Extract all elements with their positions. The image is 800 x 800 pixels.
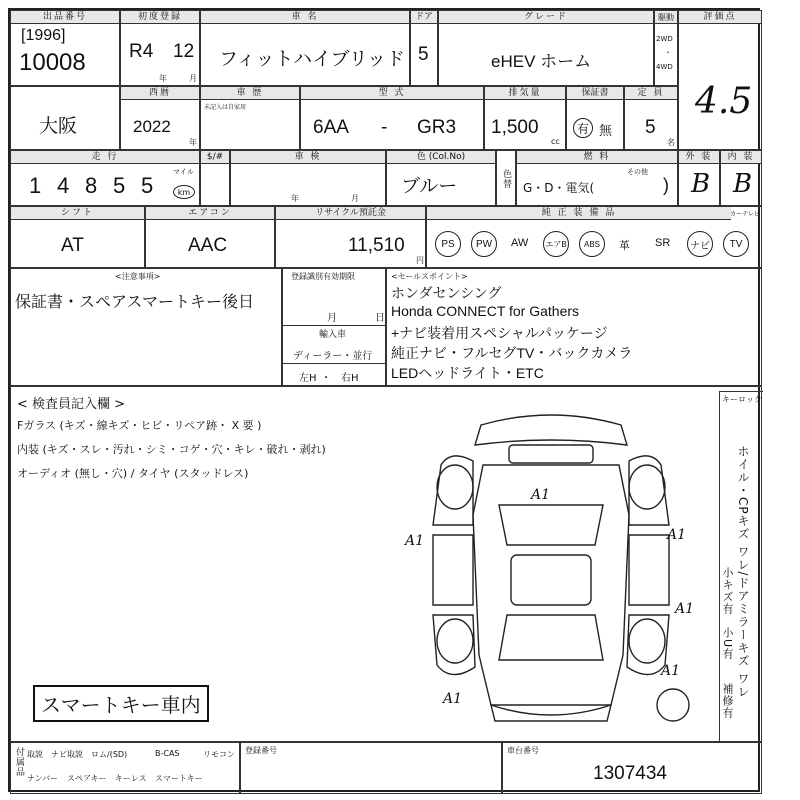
sales-point: Honda CONNECT for Gathers bbox=[391, 303, 580, 319]
equipment-item: PS bbox=[435, 231, 461, 257]
lot-number-cell bbox=[10, 10, 120, 86]
chassis-number: 1307434 bbox=[593, 763, 667, 784]
interior-label: 内 装 bbox=[721, 151, 761, 164]
warranty-cell bbox=[566, 86, 624, 150]
doors-label: ドア bbox=[411, 11, 437, 24]
equipment-item: AW bbox=[511, 237, 529, 249]
equipment-label: 純 正 装 備 品 bbox=[427, 207, 731, 220]
doors-cell bbox=[410, 10, 438, 86]
sales-point: 純正ナビ・フルセグTV・バックカメラ bbox=[391, 345, 633, 361]
grade-label: グレード bbox=[439, 11, 653, 24]
damage-mark: A1 bbox=[405, 533, 425, 549]
recycle-cell bbox=[275, 206, 426, 268]
car-name-label: 車 名 bbox=[201, 11, 409, 24]
ac-cell bbox=[145, 206, 275, 268]
accessory-item: スマートキー bbox=[155, 774, 203, 783]
lot-number: 10008 bbox=[19, 49, 86, 76]
person-unit: 名 bbox=[667, 138, 675, 147]
inspection-cell bbox=[10, 386, 762, 742]
accessories-cell bbox=[10, 742, 240, 794]
score-cell bbox=[678, 10, 762, 150]
inspection-title: < 検査員記入欄 > bbox=[17, 397, 126, 412]
shaken-year: 年 bbox=[291, 194, 299, 203]
history-label: 車 歴 bbox=[201, 87, 299, 100]
reg-era: R4 bbox=[129, 41, 154, 62]
inspection-audio-tire: オーディオ (無し・穴) / タイヤ (スタッドレス) bbox=[17, 467, 249, 480]
mileage-digit: 8 bbox=[85, 173, 98, 198]
shaken-cell bbox=[230, 150, 386, 206]
year-unit: 年 bbox=[159, 74, 167, 83]
accessory-item: ロム/(SD) bbox=[91, 750, 128, 759]
car-name-cell bbox=[200, 10, 410, 86]
displacement: 1,500 bbox=[491, 117, 539, 138]
model-label: 型 式 bbox=[301, 87, 483, 100]
fuel-close: ) bbox=[663, 175, 669, 195]
handle-left: 左H bbox=[299, 373, 317, 384]
registration-number-cell bbox=[240, 742, 502, 794]
cc-unit: cc bbox=[551, 137, 560, 146]
accessory-item: ナビ取説 bbox=[51, 750, 83, 759]
mileage-cell bbox=[10, 150, 200, 206]
interior-cell bbox=[720, 150, 762, 206]
capacity-label: 定 員 bbox=[625, 87, 677, 100]
equipment-item: エアB bbox=[543, 231, 569, 257]
drive-cell: 駆動 2WD ・ 4WD bbox=[654, 10, 678, 86]
drive-2wd: 2WD bbox=[656, 35, 673, 43]
reg-valid-label: 登録識別有効期限 bbox=[291, 272, 355, 281]
chassis-number-cell bbox=[502, 742, 762, 794]
ac: AAC bbox=[188, 235, 228, 256]
fuel-other: その他 bbox=[627, 168, 648, 176]
shaken-label: 車 検 bbox=[231, 151, 385, 164]
chassis-number-label: 車台番号 bbox=[507, 746, 539, 755]
score: 4.5 bbox=[695, 81, 753, 122]
shift-label: シフト bbox=[11, 207, 144, 220]
side-note-main: ホイル・CPキズ ワレ/ドアミラーキズ ワレ bbox=[736, 445, 750, 699]
registration-valid-cell bbox=[282, 268, 386, 386]
damage-mark: A1 bbox=[443, 691, 463, 707]
shift: AT bbox=[61, 235, 84, 256]
capacity: 5 bbox=[645, 117, 656, 138]
side-note-1: 小キズ有 bbox=[721, 567, 734, 615]
first-registration-cell bbox=[120, 10, 200, 86]
year: 2022 bbox=[133, 117, 171, 136]
color-change-cell bbox=[496, 150, 516, 206]
ac-label: エアコン bbox=[146, 207, 274, 220]
caution-label: <注意事項> bbox=[115, 272, 161, 281]
accessory-item: リモコン bbox=[203, 750, 235, 759]
yen-unit: 円 bbox=[416, 256, 424, 265]
side-note-3: 補修有 bbox=[721, 683, 734, 719]
sales-label: <セールスポイント> bbox=[391, 272, 468, 281]
drive-label: 駆動 bbox=[655, 11, 677, 24]
interior-grade: B bbox=[733, 169, 753, 199]
accessory-item: スペアキー bbox=[67, 774, 107, 783]
equipment-cell bbox=[426, 206, 762, 268]
fuel-cell bbox=[516, 150, 678, 206]
shift-cell bbox=[10, 206, 145, 268]
year-label: 西暦 bbox=[121, 87, 199, 100]
history-cell bbox=[200, 86, 300, 150]
accessory-item: B-CAS bbox=[155, 749, 180, 758]
drive-4wd: 4WD bbox=[656, 63, 673, 71]
keylock-label: キーロック bbox=[722, 395, 762, 404]
color-cell bbox=[386, 150, 496, 206]
fuel-label: 燃 料 bbox=[517, 151, 677, 164]
accessories-label: 付属品 bbox=[14, 747, 24, 777]
import-dealer: ディーラー・並行 bbox=[293, 351, 373, 362]
mileage-digit: 5 bbox=[141, 173, 154, 198]
damage-mark: A1 bbox=[667, 527, 687, 543]
fuel-options: G・D・電気( bbox=[523, 181, 595, 195]
color: ブルー bbox=[401, 175, 458, 197]
mile-label: マイル bbox=[173, 168, 194, 176]
model-sep: - bbox=[381, 117, 388, 138]
year-cell bbox=[120, 86, 200, 150]
color-change-label: 色替 bbox=[501, 169, 511, 189]
lot-year: [1996] bbox=[21, 27, 66, 44]
mileage-digit: 1 bbox=[29, 173, 42, 198]
caution-text: 保証書・スペアスマートキー後日 bbox=[15, 292, 255, 311]
dollar-label: $/# bbox=[201, 151, 229, 164]
equipment-item: ナビ bbox=[687, 231, 713, 257]
score-label: 評価点 bbox=[679, 11, 761, 24]
equipment-item: ABS bbox=[579, 231, 605, 257]
lot-number-label: 出品番号 bbox=[11, 11, 119, 24]
car-damage-diagram bbox=[411, 405, 711, 735]
doors: 5 bbox=[418, 44, 429, 65]
warranty-no: 無 bbox=[599, 123, 613, 138]
model-code: GR3 bbox=[417, 117, 457, 138]
handle-right: 右H bbox=[341, 373, 359, 384]
month-unit: 月 bbox=[189, 74, 197, 83]
damage-mark: A1 bbox=[661, 663, 681, 679]
damage-mark: A1 bbox=[675, 601, 695, 617]
import-label: 輸入車 bbox=[319, 330, 347, 340]
accessory-item: ナンバー bbox=[27, 774, 59, 783]
displacement-cell bbox=[484, 86, 566, 150]
sales-point: +ナビ装着用スペシャルパッケージ bbox=[391, 325, 608, 341]
mileage-digit: 5 bbox=[113, 173, 126, 198]
exterior-cell bbox=[678, 150, 720, 206]
color-label: 色 (Col.No) bbox=[387, 151, 495, 164]
recycle-label: リサイクル預託金 bbox=[276, 207, 425, 220]
cardeck-label: カーテレビ bbox=[730, 211, 760, 218]
exterior-grade: B bbox=[691, 169, 711, 199]
model-cell bbox=[300, 86, 484, 150]
registration-number-label: 登録番号 bbox=[245, 746, 277, 755]
equipment-item: SR bbox=[655, 237, 671, 249]
handwritten-note: スマートキー車内 bbox=[33, 685, 209, 722]
accessory-item: キーレス bbox=[115, 774, 147, 783]
sales-point: ホンダセンシング bbox=[391, 285, 502, 301]
recycle-amount: 11,510 bbox=[348, 235, 405, 256]
warranty-label: 保証書 bbox=[567, 87, 623, 100]
reg-valid-month: 月 bbox=[327, 313, 337, 324]
damage-mark: A1 bbox=[531, 487, 551, 503]
handle-dot: ・ bbox=[321, 373, 331, 384]
dollar-cell bbox=[200, 150, 230, 206]
model-prefix: 6AA bbox=[313, 117, 349, 138]
reg-month: 12 bbox=[173, 41, 195, 62]
sales-points-cell bbox=[386, 268, 762, 386]
reg-valid-day: 日 bbox=[375, 313, 385, 324]
accessory-item: 取説 bbox=[27, 750, 43, 759]
km-label: km bbox=[173, 185, 195, 199]
inspection-interior: 内装 (キズ・スレ・汚れ・シミ・コゲ・穴・キレ・破れ・剥れ) bbox=[17, 443, 326, 456]
exterior-label: 外 装 bbox=[679, 151, 719, 164]
equipment-item: TV bbox=[723, 231, 749, 257]
shaken-month: 月 bbox=[351, 194, 359, 203]
grade-cell bbox=[438, 10, 654, 86]
car-name: フィットハイブリッド bbox=[219, 48, 406, 70]
grade: eHEV ホーム bbox=[491, 52, 592, 71]
caution-cell bbox=[10, 268, 282, 386]
first-reg-label: 初度登録 bbox=[121, 11, 199, 24]
mileage-digit: 4 bbox=[57, 173, 70, 198]
year-unit-2: 年 bbox=[189, 138, 197, 147]
region: 大阪 bbox=[39, 115, 78, 137]
equipment-item: 革 bbox=[619, 240, 630, 252]
sales-point: LEDヘッドライト・ETC bbox=[391, 365, 544, 381]
region-cell bbox=[10, 86, 120, 150]
history-note: 未記入は自家用 bbox=[204, 104, 247, 111]
auction-sheet bbox=[8, 8, 760, 792]
mileage-label: 走 行 bbox=[11, 151, 199, 164]
inspection-fglass: Fガラス (キズ・線キズ・ヒビ・リペア跡・ X 要 ) bbox=[17, 419, 262, 432]
equipment-item: PW bbox=[471, 231, 497, 257]
side-note-2: 小U有 bbox=[721, 627, 734, 661]
capacity-cell bbox=[624, 86, 678, 150]
displacement-label: 排気量 bbox=[485, 87, 565, 100]
warranty-yes: 有 bbox=[573, 118, 593, 138]
